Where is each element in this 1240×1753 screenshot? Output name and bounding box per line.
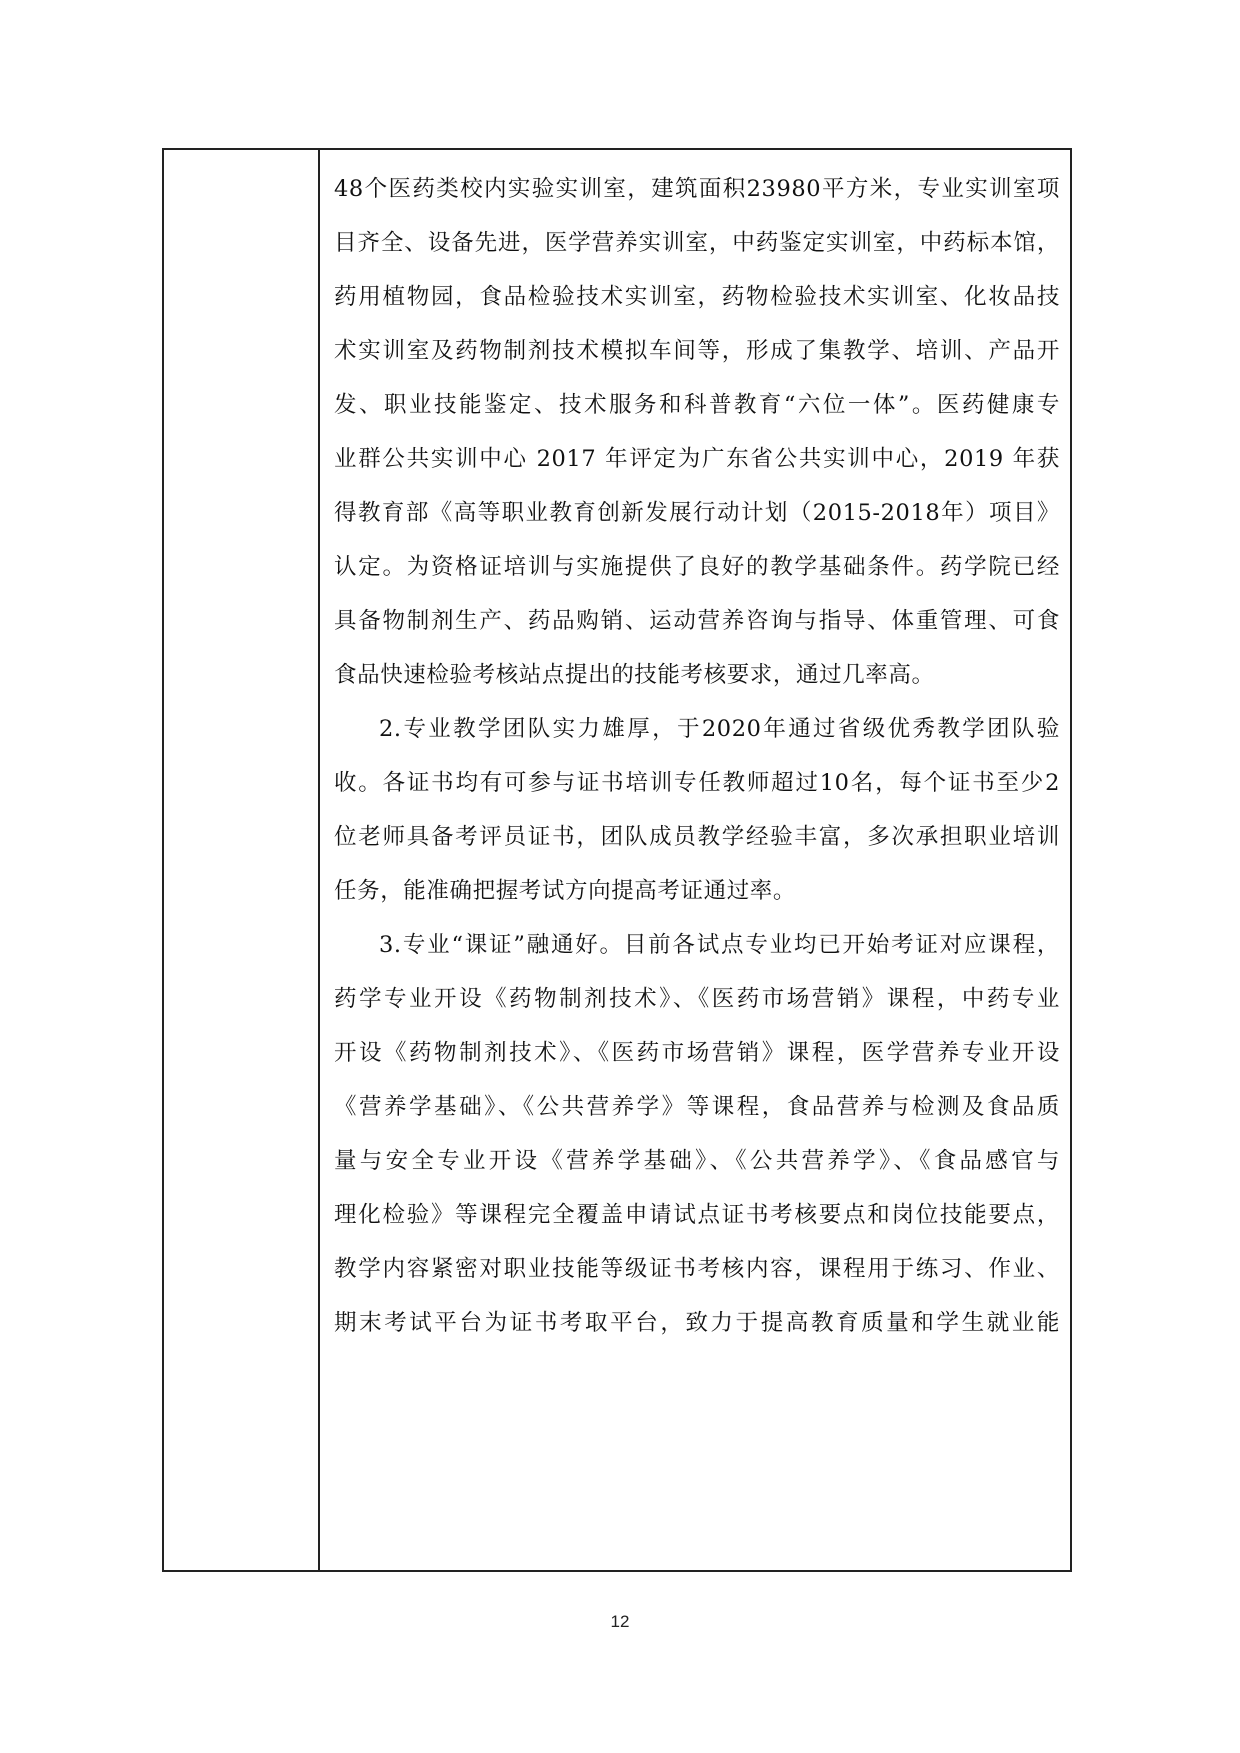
text-line: 量与安全专业开设《营养学基础》、《公共营养学》、《食品感官与 [334,1148,1060,1174]
text-line: 业群公共实训中心 2017 年评定为广东省公共实训中心，2019 年获 [334,446,1060,472]
text-line: 开设《药物制剂技术》、《医药市场营销》课程，医学营养专业开设 [334,1040,1060,1066]
text-line: 收。各证书均有可参与证书培训专任教师超过10名，每个证书至少2 [334,770,1060,796]
paragraph-facilities [334,162,1060,702]
text-line: 食品快速检验考核站点提出的技能考核要求，通过几率高。 [334,662,935,688]
text-line: 《营养学基础》、《公共营养学》等课程，食品营养与检测及食品质 [334,1094,1060,1120]
text-line: 目齐全、设备先进，医学营养实训室，中药鉴定实训室，中药标本馆， [334,230,1060,256]
text-line: 药学专业开设《药物制剂技术》、《医药市场营销》课程，中药专业 [334,986,1060,1012]
text-line: 术实训室及药物制剂技术模拟车间等，形成了集教学、培训、产品开 [334,338,1060,364]
text-line: 发、职业技能鉴定、技术服务和科普教育“六位一体”。医药健康专 [334,392,1060,418]
text-line: 3.专业“课证”融通好。目前各试点专业均已开始考证对应课程， [379,932,1060,958]
body-text [334,150,1060,1350]
text-line: 认定。为资格证培训与实施提供了良好的教学基础条件。药学院已经 [334,554,1060,580]
text-line: 期末考试平台为证书考取平台，致力于提高教育质量和学生就业能 [334,1310,1060,1336]
text-line: 具备物制剂生产、药品购销、运动营养咨询与指导、体重管理、可食 [334,608,1060,634]
table-left-cell [164,150,320,1570]
text-line: 48个医药类校内实验实训室，建筑面积23980平方米，专业实训室项 [334,176,1060,202]
text-line: 教学内容紧密对职业技能等级证书考核内容，课程用于练习、作业、 [334,1256,1060,1282]
paragraph-course-certificate [334,918,1060,1350]
text-line: 得教育部《高等职业教育创新发展行动计划（2015-2018年）项目》 [334,500,1060,526]
page-number: 12 [610,1612,630,1631]
table-right-cell [320,150,1070,1570]
text-line: 任务，能准确把握考试方向提高考证通过率。 [334,878,797,904]
paragraph-teaching-team [334,702,1060,918]
text-line: 药用植物园，食品检验技术实训室，药物检验技术实训室、化妆品技 [334,284,1060,310]
content-table [162,148,1072,1572]
text-line: 2.专业教学团队实力雄厚，于2020年通过省级优秀教学团队验 [379,716,1060,742]
text-line: 位老师具备考评员证书，团队成员教学经验丰富，多次承担职业培训 [334,824,1060,850]
text-line: 理化检验》等课程完全覆盖申请试点证书考核要点和岗位技能要点， [334,1202,1060,1228]
